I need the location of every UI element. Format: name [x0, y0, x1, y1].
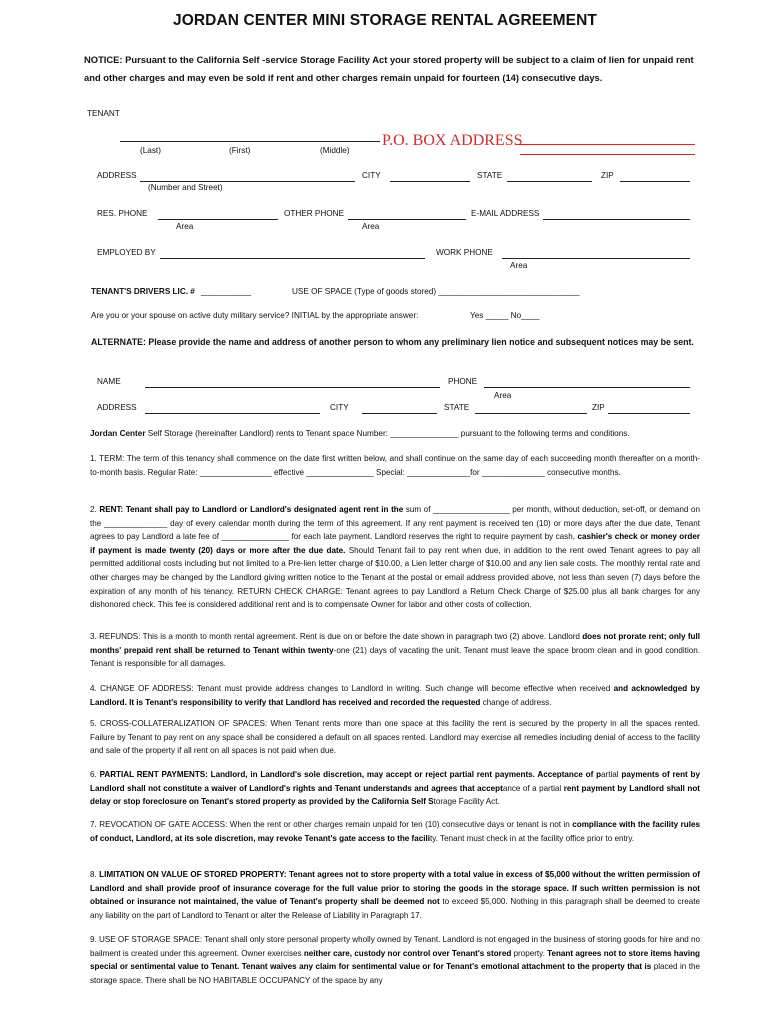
- p6-bold-3: rent payment by Landlord shall not delay or stop foreclosure on Tenant's stored property as provided by the California Self S: [90, 783, 700, 807]
- alt-state-label: STATE: [444, 403, 470, 412]
- alt-phone-line[interactable]: [484, 387, 690, 388]
- res-phone-label: RES. PHONE: [97, 209, 148, 218]
- zip-label: ZIP: [601, 171, 614, 180]
- p4-text: 4. CHANGE OF ADDRESS: Tenant must provide address changes to Landlord in writing. Such change will become effective when received: [90, 684, 614, 693]
- alt-phone-label: PHONE: [448, 377, 478, 386]
- alternate-heading: ALTERNATE: Please provide the name and address of another person to whom any preliminary lien notice and subsequent notices may be sent.: [91, 337, 694, 347]
- paragraph-3-refunds: [90, 630, 700, 671]
- paragraph-4-address: [90, 682, 700, 709]
- p2-bold-2: cashier's check or money order if payment is made twenty (20) days or more after the due date.: [90, 532, 700, 555]
- alt-address-label: ADDRESS: [97, 403, 137, 412]
- notice-paragraph: NOTICE: Pursuant to the California Self -service Storage Facility Act your stored property will be subject to a claim of lien for unpaid rent and other charges and may even be sold if rent and other charges remain unpaid for fourteen (14) consecutive days.: [84, 54, 694, 83]
- res-phone-line[interactable]: [158, 219, 278, 220]
- alt-address-line[interactable]: [145, 413, 320, 414]
- intro-text: Self Storage (hereinafter Landlord) rents to Tenant space Number: _______________ pursuant to the following terms and conditions.: [145, 429, 630, 438]
- tenant-label: TENANT: [87, 109, 120, 118]
- paragraph-9-use-of-space: [90, 933, 700, 987]
- employed-by-line[interactable]: [160, 258, 425, 259]
- res-area-label: Area: [176, 222, 194, 231]
- zip-line[interactable]: [620, 181, 690, 182]
- p6-text: artial: [601, 770, 622, 779]
- alt-name-line[interactable]: [145, 387, 440, 388]
- p2-text-2: Should Tenant fail to pay rent when due, in addition to the rent owed Tenant agrees to pay all permitted additional costs including but not limited to a Pre-lien letter charge of $10.00, a Lien letter charge of $10.00 and any lien sale costs. The monthly rental rate and other charges may be changed by the Landlord giving written notice to the Tenant at the postal or email address provided above, not less than seven (7) days before the expiration of any month of his tenancy. RETURN CHECK CHARGE: Tenant agrees to pay Landlord a Return Check Charge of $25.00 plus all bank charges for any dishonored check. This fee is considered additional rent and is to compensate Owner for labor and other costs of collection.: [90, 545, 700, 610]
- alt-city-line[interactable]: [362, 413, 437, 414]
- p7-text: 7. REVOCATION OF GATE ACCESS: When the rent or other charges remain unpaid for ten (10) consecutive days or tenant is not in: [90, 820, 573, 829]
- paragraph-2-rent: [90, 503, 700, 612]
- paragraph-1-term: 1. TERM: The term of this tenancy shall commence on the date first written below, and shall continue on the same day of each succeeding month thereafter on a month-to-month basis. Regular Rate: ________________ effective _______________ Special: ______________for ______________ consecutive months.: [90, 454, 700, 477]
- handwritten-po-box: P.O. BOX ADDRESS: [382, 132, 523, 149]
- p6-bold-2: payments of rent by Landlord shall not constitute a waiver of Landlord's rights and Tenant understands and agrees that accept: [90, 770, 700, 793]
- p7-bold: compliance with the facility rules of conduct, Landlord, at its sole discretion, may revoke Tenant's gate access to the facili: [90, 820, 700, 843]
- other-phone-line[interactable]: [348, 219, 466, 220]
- tenant-name-line[interactable]: [120, 141, 380, 142]
- p9-text-2: property.: [511, 948, 548, 958]
- p3-bold: does not prorate rent; only full months' prepaid rent shall be returned to Tenant within twenty: [90, 632, 700, 655]
- p6-num: 6.: [90, 770, 100, 779]
- work-phone-label: WORK PHONE: [436, 248, 493, 257]
- city-line[interactable]: [390, 181, 470, 182]
- state-line[interactable]: [507, 181, 592, 182]
- middle-name-label: (Middle): [320, 146, 350, 155]
- p3-text: 3. REFUNDS: This is a month to month rental agreement. Rent is due on or before the date shown in paragraph two (2) above. Landlord: [90, 632, 583, 641]
- company-name: Jordan Center: [90, 429, 146, 438]
- city-label: CITY: [362, 171, 381, 180]
- email-line[interactable]: [543, 219, 690, 220]
- p9-text-3: placed in the storage space. There shall be NO HABITABLE OCCUPANCY of the space by any: [90, 962, 700, 985]
- other-phone-label: OTHER PHONE: [284, 209, 345, 218]
- p9-text: 9. USE OF STORAGE SPACE: Tenant shall only store personal property wholly owned by Tenant. Landlord is not engaged in the business of storing goods for hire and no bailment is created under this agreement. Owner exercises: [90, 935, 700, 958]
- alt-zip-line[interactable]: [608, 413, 690, 414]
- p9-bold: neither care, custody nor control over Tenant's stored: [303, 948, 512, 958]
- other-area-label: Area: [362, 222, 380, 231]
- drivers-lic-label: TENANT'S DRIVERS LIC. #: [91, 287, 195, 296]
- alt-zip-label: ZIP: [592, 403, 605, 412]
- address-label: ADDRESS: [97, 171, 137, 180]
- state-label: STATE: [477, 171, 503, 180]
- p8-text: to exceed $5,000.: [439, 897, 508, 907]
- use-of-space-field[interactable]: USE OF SPACE (Type of goods stored) _______________________________: [292, 287, 580, 296]
- p8-text-2: Nothing in this paragraph shall be deemed to create any liability on the part of Landlord to Tenant or alter the Release of Liability in Paragraph 17.: [90, 897, 700, 920]
- p3-text-2: -one (21) days of vacating the unit. Tenant must leave the space broom clean and in good condition. Tenant is responsible for all damages.: [90, 645, 700, 669]
- email-label: E-MAIL ADDRESS: [471, 209, 540, 218]
- intro-line: [90, 429, 630, 438]
- military-question: Are you or your spouse on active duty military service? INITIAL by the appropriate answer:: [91, 311, 419, 320]
- work-area-label: Area: [510, 261, 528, 270]
- alt-area-label: Area: [494, 391, 512, 400]
- p6-text-3: torage Facility Act.: [433, 797, 500, 807]
- p6-text-2: ance of a partial: [502, 783, 564, 793]
- drivers-lic-blank[interactable]: ___________: [201, 287, 252, 296]
- document-title: JORDAN CENTER MINI STORAGE RENTAL AGREEMENT: [173, 12, 597, 29]
- p4-text-2: change of address.: [480, 697, 552, 707]
- p7-text-2: ty. Tenant must check in at the facility office prior to entry.: [430, 833, 635, 843]
- last-name-label: (Last): [140, 146, 161, 155]
- first-name-label: (First): [229, 146, 251, 155]
- alt-name-label: NAME: [97, 377, 121, 386]
- p2-bold: RENT: Tenant shall pay to Landlord or Landlord's designated agent rent in the: [99, 505, 404, 514]
- alt-city-label: CITY: [330, 403, 349, 412]
- p8-bold: LIMITATION ON VALUE OF STORED PROPERTY: Tenant agrees not to store property with a total value in excess of $5,000 without the written permission of Landlord and shall provide proof of insurance coverage for the full value prior to storing the goods in the storage space. If such written permission is not obtained or insurance not maintained, the value of Tenant's property shall be deemed not: [90, 870, 701, 907]
- address-line[interactable]: [140, 181, 355, 182]
- p2-text: sum of _________________ per month, without deduction, set-off, or demand on the ______________ day of every calendar month during the term of this agreement. If any rent payment is received ten (10) or more days after the due date, Tenant agrees to pay Landlord a late fee of _______________ for each late payment. Landlord reserves the right to require payment by cash,: [90, 505, 701, 542]
- number-street-label: (Number and Street): [148, 183, 223, 192]
- handwritten-underline: [515, 144, 695, 145]
- p8-num: 8.: [90, 870, 100, 879]
- handwritten-underline-2: [520, 154, 695, 155]
- paragraph-7-gate-access: [90, 818, 700, 845]
- p6-bold: PARTIAL RENT PAYMENTS: Landlord, in Landlord's sole discretion, may accept or reject partial rent payments. Acceptance of p: [99, 770, 602, 779]
- paragraph-5-cross-collateral: 5. CROSS-COLLATERALIZATION OF SPACES: When Tenant rents more than one space at this facility the rent is secured by the property in all the spaces rented. Failure by Tenant to pay rent on any space shall be considered a default on all spaces rented. Landlord may exercise all remedies including denial of access to the facility and sale of the property if all rent on all spaces is not paid when due.: [90, 719, 700, 756]
- paragraph-6-partial-rent: [90, 768, 700, 809]
- paragraph-8-value-limit: [90, 868, 700, 922]
- military-yes-no[interactable]: Yes _____ No____: [470, 311, 540, 320]
- employed-by-label: EMPLOYED BY: [97, 248, 156, 257]
- p9-bold-2: Tenant agrees not to store items having special or sentimental value to Tenant. Tenant waives any claim for sentimental value or for Tenant's emotional attachment to the property that is: [90, 948, 701, 972]
- p4-bold: and acknowledged by Landlord. It is Tenant's responsibility to verify that Landlord has received and recorded the requested: [90, 684, 700, 707]
- work-phone-line[interactable]: [502, 258, 690, 259]
- p2-num: 2.: [90, 505, 100, 514]
- alt-state-line[interactable]: [475, 413, 587, 414]
